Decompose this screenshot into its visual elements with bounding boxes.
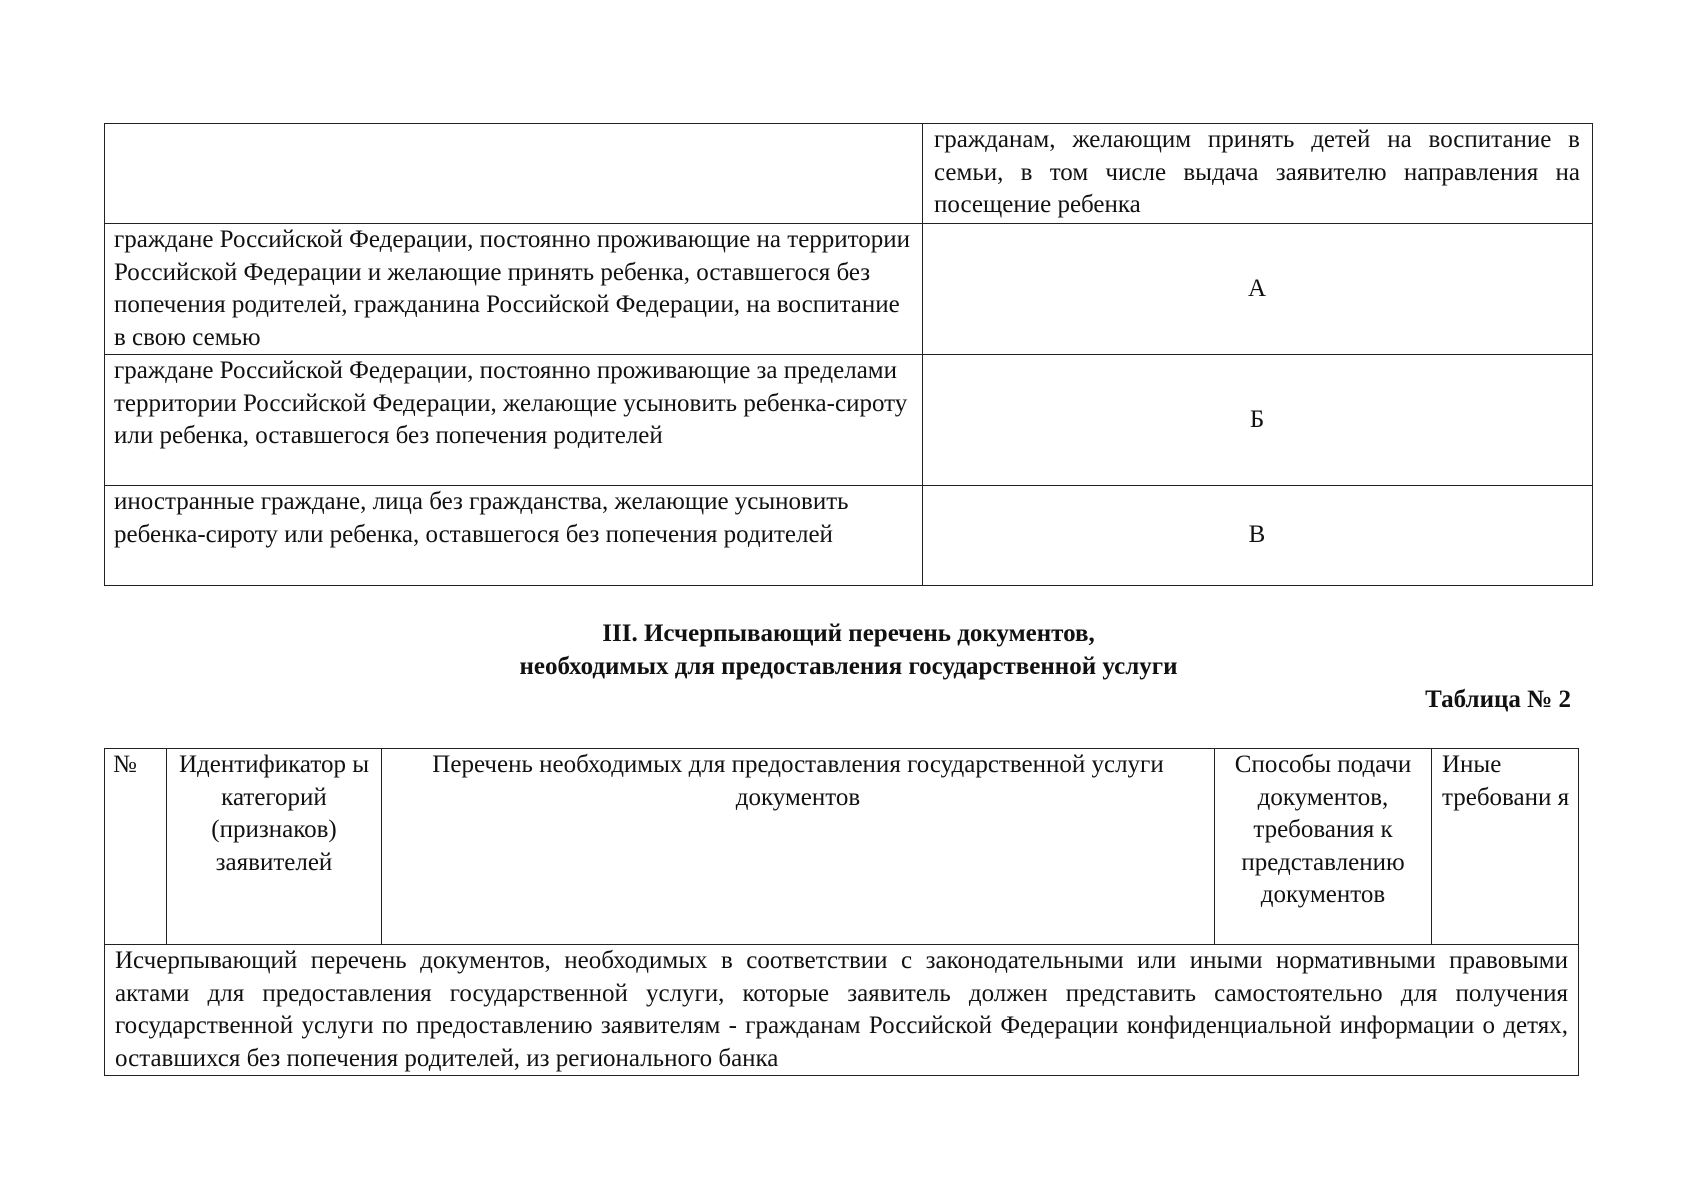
section-heading-line-1: III. Исчерпывающий перечень документов,: [602, 620, 1095, 647]
header-documents-list: Перечень необходимых для предоставления государственной услуги документов: [382, 749, 1215, 945]
table-cell-continuation: гражданам, желающим принять детей на воспитание в семьи, в том числе выдача заявителю направления на посещение ребенка: [923, 124, 1593, 224]
section-span-text: Исчерпывающий перечень документов, необходимых в соответствии с законодательными или иными нормативными правовыми актами для предоставления государственной услуги, которые заявитель должен представить самостоятельно для получения государственной услуги по предоставлению заявителям - гражданам Российской Федерации конфиденциальной информации о детях, оставшихся без попечения родителей, из регионального банка: [105, 945, 1579, 1076]
applicant-category-code: А: [923, 224, 1593, 355]
applicant-categories-table: [104, 123, 1593, 586]
table-row: [105, 945, 1579, 1076]
table-row: [105, 124, 1593, 224]
table-header-row: [105, 749, 1579, 945]
table-caption: Таблица № 2: [1425, 686, 1571, 713]
documents-table: [104, 748, 1579, 1076]
header-number: №: [105, 749, 167, 945]
section-heading-line-2: необходимых для предоставления государственной услуги: [519, 653, 1178, 680]
header-identifiers: Идентификатор ы категорий (признаков) заявителей: [167, 749, 382, 945]
applicant-category-description: граждане Российской Федерации, постоянно проживающие за пределами территории Российской Федерации, желающие усыновить ребенка-сироту или ребенка, оставшегося без попечения родителей: [105, 355, 923, 486]
table-row: [105, 486, 1593, 586]
table-row: [105, 355, 1593, 486]
table-row: [105, 224, 1593, 355]
applicant-category-code: Б: [923, 355, 1593, 486]
header-other-requirements: Иные требовани я: [1432, 749, 1579, 945]
applicant-category-code: В: [923, 486, 1593, 586]
applicant-category-description: иностранные граждане, лица без гражданства, желающие усыновить ребенка-сироту или ребенка, оставшегося без попечения родителей: [105, 486, 923, 586]
applicant-category-description: граждане Российской Федерации, постоянно проживающие на территории Российской Федерации и желающие принять ребенка, оставшегося без попечения родителей, гражданина Российской Федерации, на воспитание в свою семью: [105, 224, 923, 355]
table-cell-empty: [105, 124, 923, 224]
header-submission-ways: Способы подачи документов, требования к представлению документов: [1215, 749, 1432, 945]
